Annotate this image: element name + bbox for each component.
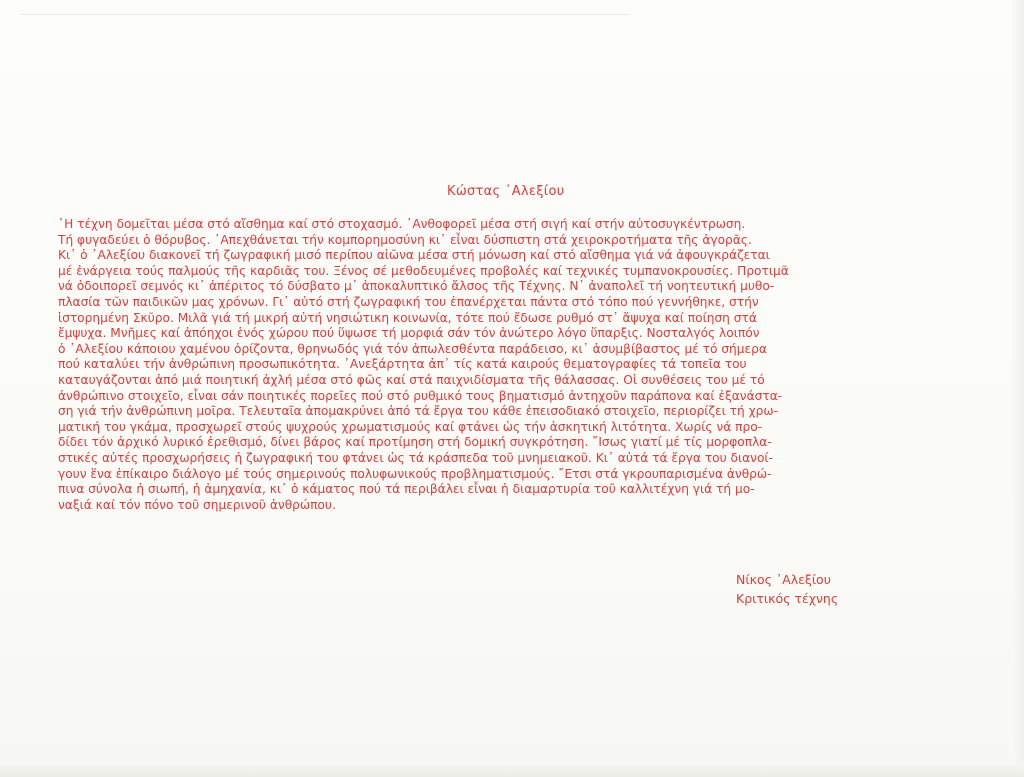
essay-line: δίδει τόν ἀρχικό λυρικό ἐρεθισμό, δίνει βάρος καί προτίμηση στή δομική συγκρότηση. ῎Ισως γιατί μέ τίς μορφοπλα- (58, 435, 772, 450)
essay-line: πινα σύνολα ἡ σιωπή, ἡ ἀμηχανία, κι᾿ ὁ κάματος πού τά περιβάλει εἶναι ἡ διαμαρτυρία τοῦ καλλιτέχνη γιά τή μο- (58, 482, 755, 497)
essay-line: ὁ ᾿Αλεξίου κάποιου χαμένου ὁρίζοντα, θρηνωδός γιά τόν ἀπωλεσθέντα παράδεισο, κι᾿ ἀσυμβίβαστος μέ τό σήμερα (58, 341, 767, 356)
essay-line: ματική του γκάμα, προσχωρεῖ στούς ψυχρούς χρωματισμούς καί φτάνει ὡς τήν ἀσκητική λιτότητα. Χωρίς νά προ- (58, 419, 763, 434)
essay-line: ἀνθρώπινο στοιχεῖο, εἶναι σάν ποιητικές πορεῖες πού στό ρυθμικό τους βηματισμό ἀντηχοῦν παράπονα καί ἐξανάστα- (58, 388, 783, 403)
essay-line: πλασία τῶν παιδικῶν μας χρόνων. Γι᾿ αὐτό στή ζωγραφική του ἐπανέρχεται πάντα στό τόπο πού γεννήθηκε, στήν (58, 294, 759, 309)
artist-name-heading: Κώστας ᾿Αλεξίου (447, 184, 565, 199)
essay-line: ση γιά τήν ἀνθρώπινη μοῖρα. Τελευταῖα ἀπομακρύνει ἀπό τά ἔργα του κάθε ἐπεισοδιακό στοιχεῖο, περιορίζει τή χρω- (58, 404, 778, 419)
author-role: Κριτικός τέχνης (736, 591, 839, 606)
author-name: Νίκος ᾿Αλεξίου (736, 572, 831, 587)
essay-line: Τή φυγαδεύει ὁ θόρυβος. ᾿Απεχθάνεται τήν κομπορημοσύνη κι᾿ εἶναι δύσπιστη στά χειροκροτήματα τῆς ἀγορᾶς. (58, 232, 752, 247)
signature-block (736, 570, 838, 608)
page-crease (20, 14, 630, 15)
essay-line: καταυγάζονται ἀπό μιά ποιητική ἀχλή μέσα στό φῶς καί στά παιχνιδίσματα τῆς θάλασσας. Οἱ συνθέσεις του μέ τό (58, 372, 765, 387)
essay-line: Κι᾿ ὁ ᾿Αλεξίου διακονεῖ τή ζωγραφική μισό περίπου αἰῶνα μέσα στή μόνωση καί στό αἴσθημα γιά νά ἀφουγκράζεται (58, 248, 770, 263)
essay-line: ῾Η τέχνη δομεῖται μέσα στό αἴσθημα καί στό στοχασμό. ᾿Ανθοφορεῖ μέσα στή σιγή καί στήν αὐτοσυγκέντρωση. (58, 217, 746, 231)
page-bottom-shadow (0, 762, 1024, 777)
essay-line: πού καταλύει τήν ἀνθρώπινη προσωπικότητα. ᾿Ανεξάρτητα ἀπ᾿ τίς κατά καιρούς θεματογραφίες τά τοπεῖα του (58, 357, 747, 372)
essay-line: γουν ἕνα ἐπίκαιρο διάλογο μέ τούς σημερινούς πολυφωνικούς προβληματισμούς. ῎Ετσι στά γκρουπαρισμένα ἀνθρώ- (58, 466, 772, 481)
page-edge-shadow (1012, 0, 1024, 777)
essay-line: ναξιά καί τόν πόνο τοῦ σημερινοῦ ἀνθρώπου. (58, 497, 336, 512)
essay-line: ἱστορημένη Σκῦρο. Μιλᾶ γιά τή μικρή αὐτή νησιώτικη κοινωνία, τότε πού ἔδωσε ρυθμό στ᾿ ἄψυχα καί ποίηση στά (58, 310, 757, 325)
essay-line: στικές αὐτές προσχωρήσεις ἡ ζωγραφική του φτάνει ὡς τά κράσπεδα τοῦ μνημειακοῦ. Κι᾿ αὐτά τά ἔργα του διανοί- (58, 450, 773, 465)
essay-line: μέ ἐνάργεια τούς παλμούς τῆς καρδιᾶς του. Ξένος σέ μεθοδευμένες προβολές καί τεχνικές τυμπανοκρουσίες. Προτιμᾶ (58, 263, 789, 278)
essay-line: νά ὁδοιπορεῖ σεμνός κι᾿ ἀπέριτος τό δύσβατο μ᾿ ἀποκαλυπτικό ἄλσος τῆς Τέχνης. Ν᾿ ἀναπολεῖ τή νοητευτική μυθο- (58, 279, 775, 294)
essay-line: ἔμψυχα. Μνῆμες καί ἀπόηχοι ἑνός χώρου πού ὕψωσε τή μορφιά σάν τόν ἀνώτερο λόγο ὕπαρξις. Νοσταλγός λοιπόν (58, 326, 760, 341)
critique-text (58, 217, 978, 513)
